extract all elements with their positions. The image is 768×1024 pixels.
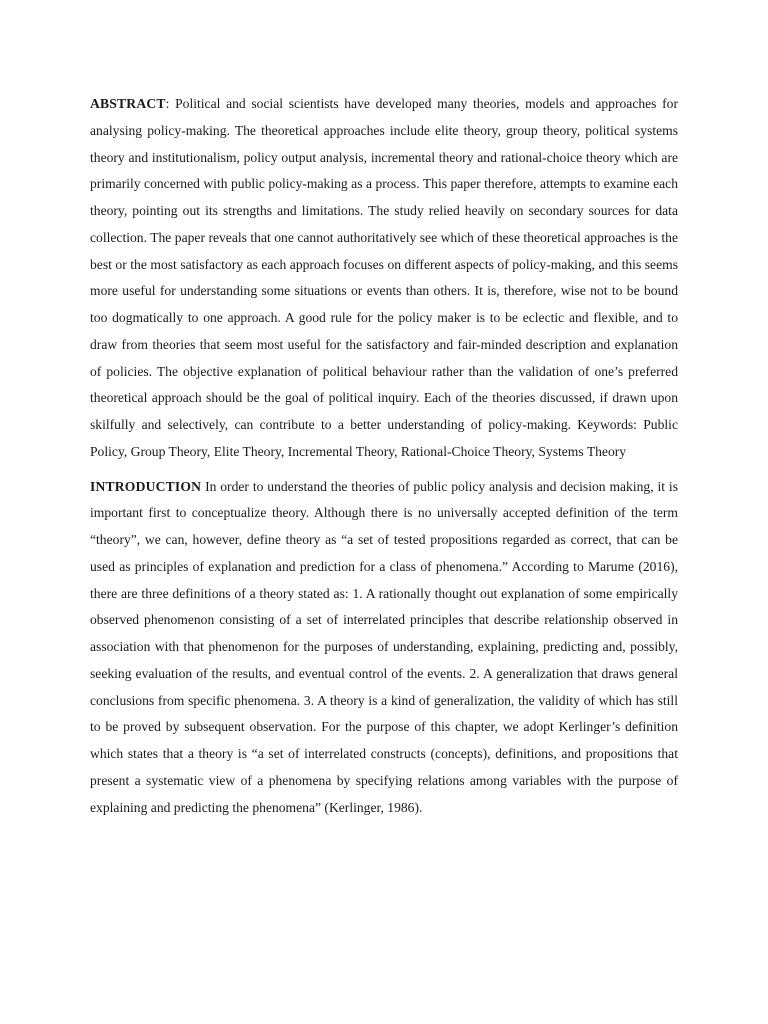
document-page	[90, 91, 678, 821]
abstract-body: Political and social scientists have developed many theories, models and approaches for analysing policy-making. The theoretical approaches include elite theory, group theory, political systems theory and institutionalism, policy output analysis, incremental theory and rational-choice theory which are primarily concerned with public policy-making as a process. This paper therefore, attempts to examine each theory, pointing out its strengths and limitations. The study relied heavily on secondary sources for data collection. The paper reveals that one cannot authoritatively see which of these theoretical approaches is the best or the most satisfactory as each approach focuses on different aspects of policy-making, and this seems more useful for understanding some situations or events than others. It is, therefore, wise not to be bound too dogmatically to one approach. A good rule for the policy maker is to be eclectic and flexible, and to draw from theories that seem most useful for the satisfactory and fair-minded description and explanation of policies. The objective explanation of political behaviour rather than the validation of one’s preferred theoretical approach should be the goal of political inquiry. Each of the theories discussed, if drawn upon skilfully and selectively, can contribute to a better understanding of policy-making. Keywords: Public Policy, Group Theory, Elite Theory, Incremental Theory, Rational-Choice Theory, Systems Theory	[90, 96, 678, 459]
introduction-heading: INTRODUCTION	[90, 478, 202, 494]
introduction-paragraph	[90, 474, 678, 822]
abstract-heading: ABSTRACT	[90, 96, 166, 111]
abstract-separator: :	[165, 96, 176, 111]
introduction-body: In order to understand the theories of public policy analysis and decision making, it is important first to conceptualize theory. Although there is no universally accepted definition of the term “theory”, we can, however, define theory as “a set of tested propositions regarded as correct, that can be used as principles of explanation and prediction for a class of phenomena.” According to Marume (2016), there are three definitions of a theory stated as: 1. A rationally thought out explanation of some empirically observed phenomenon consisting of a set of interrelated principles that describe relationship observed in association with that phenomenon for the purposes of understanding, explaining, predicting and, possibly, seeking evaluation of the results, and eventual control of the events. 2. A generalization that draws general conclusions from specific phenomena. 3. A theory is a kind of generalization, the validity of which has still to be proved by subsequent observation. For the purpose of this chapter, we adopt Kerlinger’s definition which states that a theory is “a set of interrelated constructs (concepts), definitions, and propositions that present a systematic view of a phenomena by specifying relations among variables with the purpose of explaining and predicting the phenomena” (Kerlinger, 1986).	[90, 478, 678, 815]
abstract-paragraph	[90, 91, 678, 466]
